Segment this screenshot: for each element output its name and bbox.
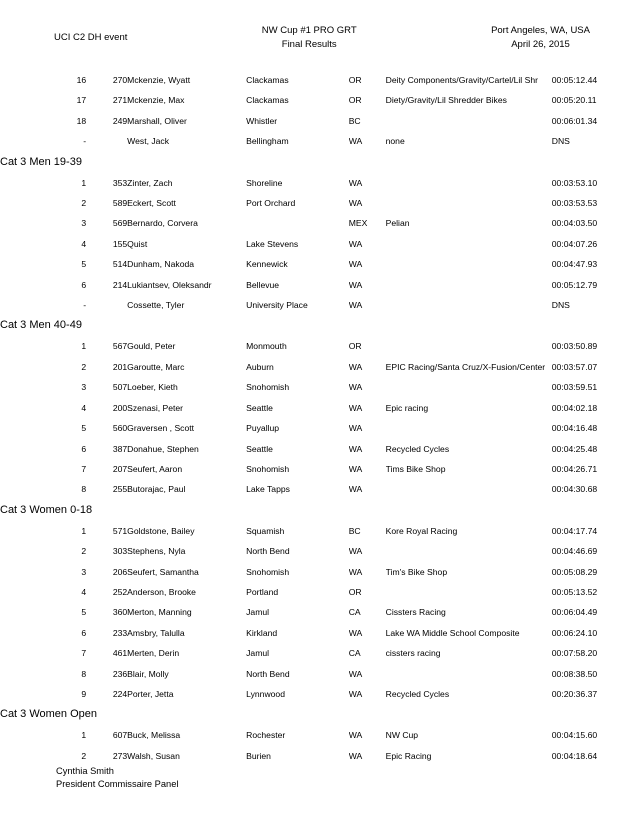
- table-row: [0, 213, 640, 233]
- cell-rider-name: Graversen , Scott: [127, 423, 195, 434]
- cell-rider-name: Quist: [127, 238, 148, 249]
- header-event-type: UCI C2 DH event: [54, 32, 128, 43]
- cell-number: 271: [112, 95, 128, 106]
- cell-place: 9: [81, 688, 87, 699]
- cell-state: WA: [348, 484, 363, 495]
- cell-place: 18: [76, 115, 87, 126]
- cell-team: [386, 479, 552, 499]
- cell-time: 00:04:03.50: [551, 218, 598, 229]
- cell-rider-name: West, Jack: [127, 136, 170, 147]
- category-heading-row: [0, 704, 640, 725]
- cell-number: 206: [112, 566, 128, 577]
- cell-state: OR: [348, 341, 362, 352]
- cell-city: Jamul: [246, 607, 270, 618]
- cell-place: -: [83, 136, 87, 147]
- cell-city: Kennewick: [246, 259, 288, 270]
- cell-city: Shoreline: [246, 177, 283, 188]
- cell-city: [246, 213, 349, 233]
- results-table: [0, 70, 640, 766]
- cell-number: 569: [112, 218, 128, 229]
- cell-number: 303: [112, 546, 128, 557]
- cell-time: 00:03:57.07: [551, 361, 598, 372]
- cell-place: 4: [81, 402, 87, 413]
- cell-place: 5: [81, 607, 87, 618]
- cell-place: 16: [76, 75, 87, 85]
- cell-number: 514: [112, 259, 128, 270]
- cell-state: CA: [348, 607, 361, 618]
- cell-rider-name: Loeber, Kieth: [127, 382, 178, 393]
- cell-time: 00:05:08.29: [551, 566, 598, 577]
- cell-state: CA: [348, 648, 361, 659]
- cell-state: WA: [348, 443, 363, 454]
- cell-team: Lake WA Middle School Composite: [385, 627, 520, 638]
- cell-time: 00:04:18.64: [551, 750, 598, 761]
- table-row: [0, 254, 640, 274]
- cell-number: 236: [112, 668, 128, 679]
- cell-place: 1: [81, 177, 87, 188]
- cell-time: 00:04:07.26: [551, 238, 598, 249]
- cell-rider-name: Garoutte, Marc: [127, 361, 185, 372]
- cell-number: 200: [112, 402, 128, 413]
- cell-number: 607: [112, 730, 128, 741]
- cell-number: 207: [112, 463, 128, 474]
- cell-city: Monmouth: [246, 341, 287, 352]
- cell-state: WA: [348, 238, 363, 249]
- category-heading-label: Cat 3 Men 19-39: [0, 155, 82, 168]
- cell-rider-name: Walsh, Susan: [127, 750, 180, 761]
- cell-number: 201: [112, 361, 128, 372]
- cell-rider-name: Lukiantsev, Oleksandr: [127, 279, 212, 290]
- table-row: [0, 295, 640, 315]
- cell-place: 7: [81, 648, 87, 659]
- category-heading-row: [0, 152, 640, 173]
- cell-state: WA: [348, 463, 363, 474]
- cell-state: WA: [348, 177, 363, 188]
- cell-state: WA: [348, 361, 363, 372]
- cell-rider-name: Bernardo, Corvera: [127, 218, 198, 229]
- cell-time: 00:03:50.89: [551, 341, 598, 352]
- cell-state: WA: [348, 279, 363, 290]
- cell-team: [386, 193, 552, 213]
- cell-team: Recycled Cycles: [385, 688, 450, 699]
- table-row: [0, 479, 640, 499]
- cell-rider-name: Anderson, Brooke: [127, 586, 196, 597]
- cell-place: 17: [76, 95, 87, 106]
- cell-time: 00:04:17.74: [551, 525, 598, 536]
- cell-time: 00:04:16.48: [551, 423, 598, 434]
- cell-city: Whistler: [246, 115, 278, 126]
- cell-city: Auburn: [246, 361, 274, 372]
- cell-team: [386, 664, 552, 684]
- cell-number: [86, 295, 127, 315]
- cell-city: Portland: [246, 586, 279, 597]
- cell-rider-name: Cossette, Tyler: [127, 300, 185, 311]
- table-row: [0, 643, 640, 663]
- cell-number: [86, 131, 127, 151]
- table-row: [0, 234, 640, 254]
- table-row: [0, 398, 640, 418]
- cell-team: [386, 377, 552, 397]
- cell-state: WA: [348, 423, 363, 434]
- cell-number: 270: [112, 75, 128, 85]
- cell-number: 252: [112, 586, 128, 597]
- cell-team: [386, 582, 552, 602]
- cell-place: 2: [81, 198, 87, 209]
- cell-number: 249: [112, 115, 128, 126]
- cell-rider-name: Seufert, Aaron: [127, 463, 183, 474]
- table-row: [0, 111, 640, 131]
- table-row: [0, 459, 640, 479]
- cell-place: 5: [81, 259, 87, 270]
- header-date-text: April 26, 2015: [511, 39, 570, 50]
- cell-city: Bellevue: [246, 279, 280, 290]
- table-row: [0, 623, 640, 643]
- cell-state: WA: [348, 259, 363, 270]
- cell-city: Seattle: [246, 443, 273, 454]
- cell-state: WA: [348, 402, 363, 413]
- cell-state: WA: [348, 688, 363, 699]
- cell-time: 00:05:20.11: [551, 95, 597, 106]
- table-row: [0, 684, 640, 704]
- table-row: [0, 193, 640, 213]
- cell-team: [386, 295, 552, 315]
- table-row: [0, 131, 640, 151]
- cell-city: Snohomish: [246, 382, 290, 393]
- cell-rider-name: Goldstone, Bailey: [127, 525, 195, 536]
- cell-team: Pelian: [385, 218, 410, 229]
- cell-time: DNS: [551, 300, 570, 311]
- cell-place: 2: [81, 750, 87, 761]
- cell-number: 273: [112, 750, 128, 761]
- cell-time: 00:04:02.18: [551, 402, 598, 413]
- cell-time: 00:05:13.52: [551, 586, 598, 597]
- cell-city: University Place: [246, 300, 308, 311]
- cell-team: Recycled Cycles: [385, 443, 450, 454]
- cell-city: Puyallup: [246, 423, 280, 434]
- cell-team: [386, 541, 552, 561]
- category-heading-label: Cat 3 Men 40-49: [0, 319, 82, 332]
- cell-place: 7: [81, 463, 87, 474]
- cell-time: 00:03:53.53: [551, 198, 598, 209]
- table-row: [0, 90, 640, 110]
- table-row: [0, 377, 640, 397]
- cell-place: 8: [81, 484, 87, 495]
- cell-place: 2: [81, 546, 87, 557]
- cell-city: Burien: [246, 750, 271, 761]
- cell-time: 00:04:15.60: [551, 730, 598, 741]
- cell-city: Seattle: [246, 402, 273, 413]
- cell-state: WA: [348, 730, 363, 741]
- cell-time: DNS: [551, 136, 570, 147]
- table-row: [0, 725, 640, 745]
- cell-rider-name: Stephens, Nyla: [127, 546, 186, 557]
- table-row: [0, 521, 640, 541]
- footer-signer-title: President Commissaire Panel: [56, 779, 179, 789]
- category-heading-row: [0, 315, 640, 336]
- table-row: [0, 582, 640, 602]
- category-heading-row: [0, 500, 640, 521]
- cell-place: 2: [81, 361, 87, 372]
- cell-team: [386, 173, 552, 193]
- cell-number: 233: [112, 627, 128, 638]
- cell-state: OR: [348, 586, 362, 597]
- cell-city: Rochester: [246, 730, 286, 741]
- cell-time: 00:06:24.10: [551, 627, 598, 638]
- cell-city: Lake Stevens: [246, 238, 299, 249]
- cell-team: cissters racing: [385, 648, 441, 659]
- cell-state: OR: [348, 75, 362, 85]
- cell-team: [386, 336, 552, 356]
- header-event-subtitle: Final Results: [281, 39, 337, 50]
- category-heading-label: Cat 3 Women Open: [0, 708, 98, 721]
- cell-number: 461: [112, 648, 128, 659]
- cell-rider-name: Merten, Derin: [127, 648, 180, 659]
- cell-place: 1: [81, 730, 87, 741]
- cell-rider-name: Merton, Manning: [127, 607, 192, 618]
- cell-time: 00:04:47.93: [551, 259, 598, 270]
- cell-time: 00:07:58.20: [551, 648, 598, 659]
- cell-time: 00:04:25.48: [551, 443, 598, 454]
- cell-team: [386, 254, 552, 274]
- cell-rider-name: Gould, Peter: [127, 341, 176, 352]
- category-heading-label: Cat 3 Women 0-18: [0, 503, 93, 516]
- cell-rider-name: Porter, Jetta: [127, 688, 174, 699]
- table-row: [0, 602, 640, 622]
- cell-city: Port Orchard: [246, 198, 296, 209]
- cell-place: 6: [81, 443, 87, 454]
- cell-time: 00:05:12.44: [551, 75, 598, 85]
- cell-number: 507: [112, 382, 128, 393]
- cell-number: 255: [112, 484, 128, 495]
- cell-city: Bellingham: [246, 136, 289, 147]
- cell-number: 353: [112, 177, 128, 188]
- table-row: [0, 541, 640, 561]
- cell-place: 4: [81, 586, 87, 597]
- document-footer: [56, 765, 178, 791]
- cell-rider-name: Szenasi, Peter: [127, 402, 184, 413]
- cell-place: 3: [81, 566, 87, 577]
- cell-number: 589: [112, 198, 128, 209]
- cell-state: WA: [348, 382, 363, 393]
- cell-team: EPIC Racing/Santa Cruz/X-Fusion/Center: [385, 361, 546, 372]
- cell-state: WA: [348, 566, 363, 577]
- cell-rider-name: Seufert, Samantha: [127, 566, 199, 577]
- cell-state: WA: [348, 198, 363, 209]
- cell-team: [386, 418, 552, 438]
- cell-time: 00:08:38.50: [551, 668, 598, 679]
- cell-rider-name: Donahue, Stephen: [127, 443, 199, 454]
- table-row: [0, 664, 640, 684]
- table-row: [0, 418, 640, 438]
- cell-team: Tims Bike Shop: [385, 463, 446, 474]
- cell-city: North Bend: [246, 546, 290, 557]
- cell-state: BC: [348, 525, 361, 536]
- cell-time: 00:06:04.49: [551, 607, 598, 618]
- cell-time: 00:03:59.51: [551, 382, 598, 393]
- cell-team: Kore Royal Racing: [385, 525, 458, 536]
- footer-signer-name: Cynthia Smith: [56, 766, 114, 776]
- cell-number: 214: [112, 279, 128, 290]
- cell-city: Snohomish: [246, 463, 290, 474]
- cell-place: 3: [81, 382, 87, 393]
- cell-city: Snohomish: [246, 566, 290, 577]
- cell-rider-name: Dunham, Nakoda: [127, 259, 195, 270]
- cell-time: 00:04:46.69: [551, 546, 598, 557]
- cell-place: 3: [81, 218, 87, 229]
- cell-place: 1: [81, 341, 87, 352]
- cell-city: Lake Tapps: [246, 484, 290, 495]
- cell-state: WA: [348, 300, 363, 311]
- cell-number: 571: [112, 525, 128, 536]
- cell-place: 6: [81, 627, 87, 638]
- cell-team: Tim's Bike Shop: [385, 566, 448, 577]
- cell-state: MEX: [348, 218, 368, 229]
- table-row: [0, 275, 640, 295]
- cell-team: [386, 111, 552, 131]
- cell-state: OR: [348, 95, 362, 106]
- cell-place: 5: [81, 423, 87, 434]
- cell-city: Lynnwood: [246, 688, 285, 699]
- table-row: [0, 70, 640, 90]
- cell-state: WA: [348, 627, 363, 638]
- table-row: [0, 439, 640, 459]
- cell-time: 00:20:36.37: [551, 688, 598, 699]
- table-row: [0, 357, 640, 377]
- cell-rider-name: Butorajac, Paul: [127, 484, 186, 495]
- cell-rider-name: Mckenzie, Wyatt: [127, 75, 191, 85]
- cell-state: WA: [348, 136, 363, 147]
- cell-city: Kirkland: [246, 627, 278, 638]
- cell-rider-name: Zinter, Zach: [127, 177, 173, 188]
- cell-number: 155: [112, 238, 128, 249]
- cell-team: Epic racing: [385, 402, 429, 413]
- cell-team: Cissters Racing: [385, 607, 446, 618]
- header-event-location: [491, 24, 590, 52]
- cell-number: 360: [112, 607, 128, 618]
- cell-time: 00:06:01.34: [551, 115, 598, 126]
- cell-time: 00:05:12.79: [551, 279, 598, 290]
- cell-rider-name: Amsbry, Talulla: [127, 627, 185, 638]
- cell-place: -: [83, 300, 87, 311]
- cell-city: North Bend: [246, 668, 290, 679]
- cell-rider-name: Mckenzie, Max: [127, 95, 185, 106]
- cell-time: 00:03:53.10: [551, 177, 598, 188]
- table-row: [0, 173, 640, 193]
- table-row: [0, 336, 640, 356]
- cell-place: 8: [81, 668, 87, 679]
- table-row: [0, 562, 640, 582]
- cell-team: none: [385, 136, 405, 147]
- cell-rider-name: Eckert, Scott: [127, 198, 176, 209]
- cell-city: Jamul: [246, 648, 270, 659]
- cell-rider-name: Buck, Melissa: [127, 730, 181, 741]
- cell-time: 00:04:30.68: [551, 484, 598, 495]
- cell-city: Clackamas: [246, 95, 289, 106]
- cell-rider-name: Marshall, Oliver: [127, 115, 187, 126]
- cell-team: Epic Racing: [385, 750, 432, 761]
- cell-city: Clackamas: [246, 75, 289, 85]
- cell-city: Squamish: [246, 525, 285, 536]
- cell-state: WA: [348, 668, 363, 679]
- cell-number: 224: [112, 688, 128, 699]
- cell-team: Diety/Gravity/Lil Shredder Bikes: [385, 95, 507, 106]
- cell-number: 560: [112, 423, 128, 434]
- table-row: [0, 746, 640, 766]
- cell-place: 4: [81, 238, 87, 249]
- cell-place: 6: [81, 279, 87, 290]
- cell-team: NW Cup: [385, 730, 419, 741]
- document-header: [0, 0, 640, 52]
- cell-team: [386, 275, 552, 295]
- header-location-text: Port Angeles, WA, USA: [491, 25, 590, 36]
- cell-state: WA: [348, 546, 363, 557]
- cell-number: 567: [112, 341, 128, 352]
- cell-number: 387: [112, 443, 128, 454]
- cell-state: WA: [348, 750, 363, 761]
- cell-place: 1: [81, 525, 87, 536]
- cell-team: Deity Components/Gravity/Cartel/Lil Shr: [385, 75, 538, 85]
- header-event-title: [262, 24, 357, 52]
- cell-state: BC: [348, 115, 361, 126]
- cell-team: [386, 234, 552, 254]
- results-table-body: [0, 70, 640, 766]
- cell-rider-name: Blair, Molly: [127, 668, 169, 679]
- header-event-name: NW Cup #1 PRO GRT: [261, 25, 357, 36]
- cell-time: 00:04:26.71: [551, 463, 598, 474]
